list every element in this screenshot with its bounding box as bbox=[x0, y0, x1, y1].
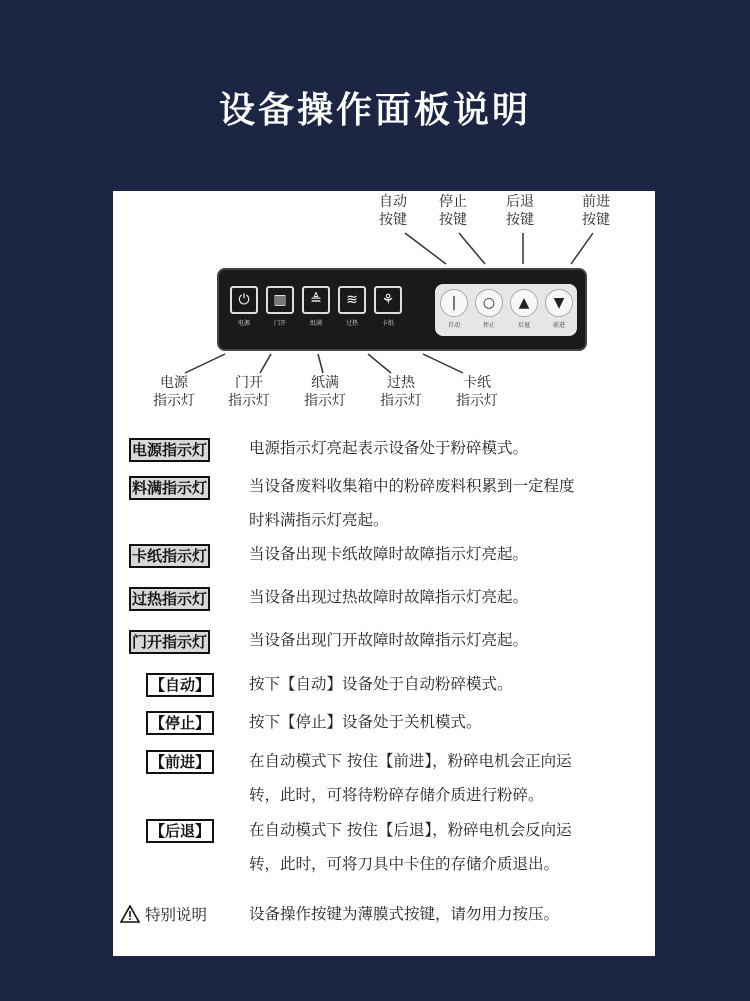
overheat-indicator bbox=[337, 286, 367, 330]
stop-key-caption: 停止 bbox=[482, 322, 495, 329]
overheat-indicator-caption: 过热 bbox=[345, 320, 358, 327]
auto-key-caption: 自动 bbox=[447, 322, 460, 329]
special-note-text: 设备操作按键为薄膜式按键，请勿用力按压。 bbox=[249, 905, 560, 923]
paper-jam-indicator bbox=[373, 286, 403, 330]
label-overheat-line2: 指示灯 bbox=[380, 393, 422, 409]
label-jam-indicator bbox=[446, 374, 508, 410]
tag-jam-indicator: 卡纸指示灯 bbox=[129, 544, 210, 568]
label-paper-full-line2: 指示灯 bbox=[304, 393, 346, 409]
jam-icon: ⚘ bbox=[374, 286, 402, 314]
warning-icon bbox=[120, 905, 140, 923]
tag-overheat-indicator: 过热指示灯 bbox=[129, 587, 210, 611]
door-icon: ▥ bbox=[266, 286, 294, 314]
back-key[interactable] bbox=[509, 289, 539, 331]
label-back-key-line1: 后退 bbox=[506, 194, 534, 210]
paper-full-indicator bbox=[301, 286, 331, 330]
paper-full-indicator-caption: 纸满 bbox=[309, 320, 322, 327]
desc-line: 当设备出现过热故障时故障指示灯亮起。 bbox=[249, 588, 529, 606]
desc-line: 在自动模式下 按住【前进】，粉碎电机会正向运 bbox=[249, 752, 572, 770]
power-icon: ⏻ bbox=[230, 286, 258, 314]
auto-icon: | bbox=[440, 289, 468, 317]
stop-key[interactable] bbox=[474, 289, 504, 331]
control-panel bbox=[217, 268, 587, 351]
tag-auto: 【自动】 bbox=[146, 673, 214, 697]
desc-line: 当设备出现卡纸故障时故障指示灯亮起。 bbox=[249, 545, 529, 563]
label-power-line1: 电源 bbox=[160, 375, 188, 391]
label-door-line2: 指示灯 bbox=[228, 393, 270, 409]
desc-line: 按下【自动】设备处于自动粉碎模式。 bbox=[249, 675, 513, 693]
eject-up-icon: ▲ bbox=[510, 289, 538, 317]
label-forward-key-line1: 前进 bbox=[582, 194, 610, 210]
tag-bin-full-indicator: 料满指示灯 bbox=[129, 476, 210, 500]
stop-icon: ○ bbox=[475, 289, 503, 317]
desc-line: 电源指示灯亮起表示设备处于粉碎模式。 bbox=[249, 439, 529, 457]
desc-line: 转，此时，可将待粉碎存储介质进行粉碎。 bbox=[249, 786, 544, 804]
auto-key[interactable] bbox=[439, 289, 469, 331]
tag-door-indicator: 门开指示灯 bbox=[129, 630, 210, 654]
label-door-indicator bbox=[218, 374, 280, 410]
tag-stop: 【停止】 bbox=[146, 711, 214, 735]
power-indicator-caption: 电源 bbox=[237, 320, 250, 327]
label-overheat-indicator bbox=[370, 374, 432, 410]
tag-forward: 【前进】 bbox=[146, 750, 214, 774]
instruction-card bbox=[113, 191, 655, 956]
label-jam-line1: 卡纸 bbox=[463, 375, 491, 391]
label-stop-key-line2: 按键 bbox=[439, 212, 467, 228]
label-door-line1: 门开 bbox=[235, 375, 263, 391]
tag-back: 【后退】 bbox=[146, 819, 214, 843]
label-stop-key-line1: 停止 bbox=[439, 194, 467, 210]
label-back-key-line2: 按键 bbox=[506, 212, 534, 228]
door-open-indicator bbox=[265, 286, 295, 330]
label-auto-key-line1: 自动 bbox=[379, 194, 407, 210]
label-paper-full-line1: 纸满 bbox=[311, 375, 339, 391]
label-power-indicator bbox=[143, 374, 205, 410]
bin-full-icon: ≜ bbox=[302, 286, 330, 314]
desc-line: 转，此时，可将刀具中卡住的存储介质退出。 bbox=[249, 855, 560, 873]
label-power-line2: 指示灯 bbox=[153, 393, 195, 409]
desc-line: 按下【停止】设备处于关机模式。 bbox=[249, 713, 482, 731]
desc-line: 在自动模式下 按住【后退】，粉碎电机会反向运 bbox=[249, 821, 572, 839]
tag-power-indicator: 电源指示灯 bbox=[129, 438, 210, 462]
desc-line: 当设备废料收集箱中的粉碎废料积累到一定程度 bbox=[249, 477, 575, 495]
label-overheat-line1: 过热 bbox=[387, 375, 415, 391]
power-indicator bbox=[229, 286, 259, 330]
label-auto-key-line2: 按键 bbox=[379, 212, 407, 228]
back-key-caption: 后退 bbox=[517, 322, 530, 329]
key-group bbox=[435, 284, 577, 336]
label-paper-full-indicator bbox=[294, 374, 356, 410]
door-open-indicator-caption: 门开 bbox=[273, 320, 286, 327]
paper-jam-indicator-caption: 卡纸 bbox=[381, 320, 394, 327]
label-jam-line2: 指示灯 bbox=[456, 393, 498, 409]
special-note-label: 特别说明 bbox=[144, 906, 207, 924]
desc-line: 时料满指示灯亮起。 bbox=[249, 511, 389, 529]
forward-key-caption: 前进 bbox=[552, 322, 565, 329]
heat-icon: ≋ bbox=[338, 286, 366, 314]
forward-key[interactable] bbox=[544, 289, 574, 331]
desc-line: 当设备出现门开故障时故障指示灯亮起。 bbox=[249, 631, 529, 649]
arrow-down-icon: ▼ bbox=[545, 289, 573, 317]
page-title: 设备操作面板说明 bbox=[218, 90, 531, 131]
label-forward-key-line2: 按键 bbox=[582, 212, 610, 228]
